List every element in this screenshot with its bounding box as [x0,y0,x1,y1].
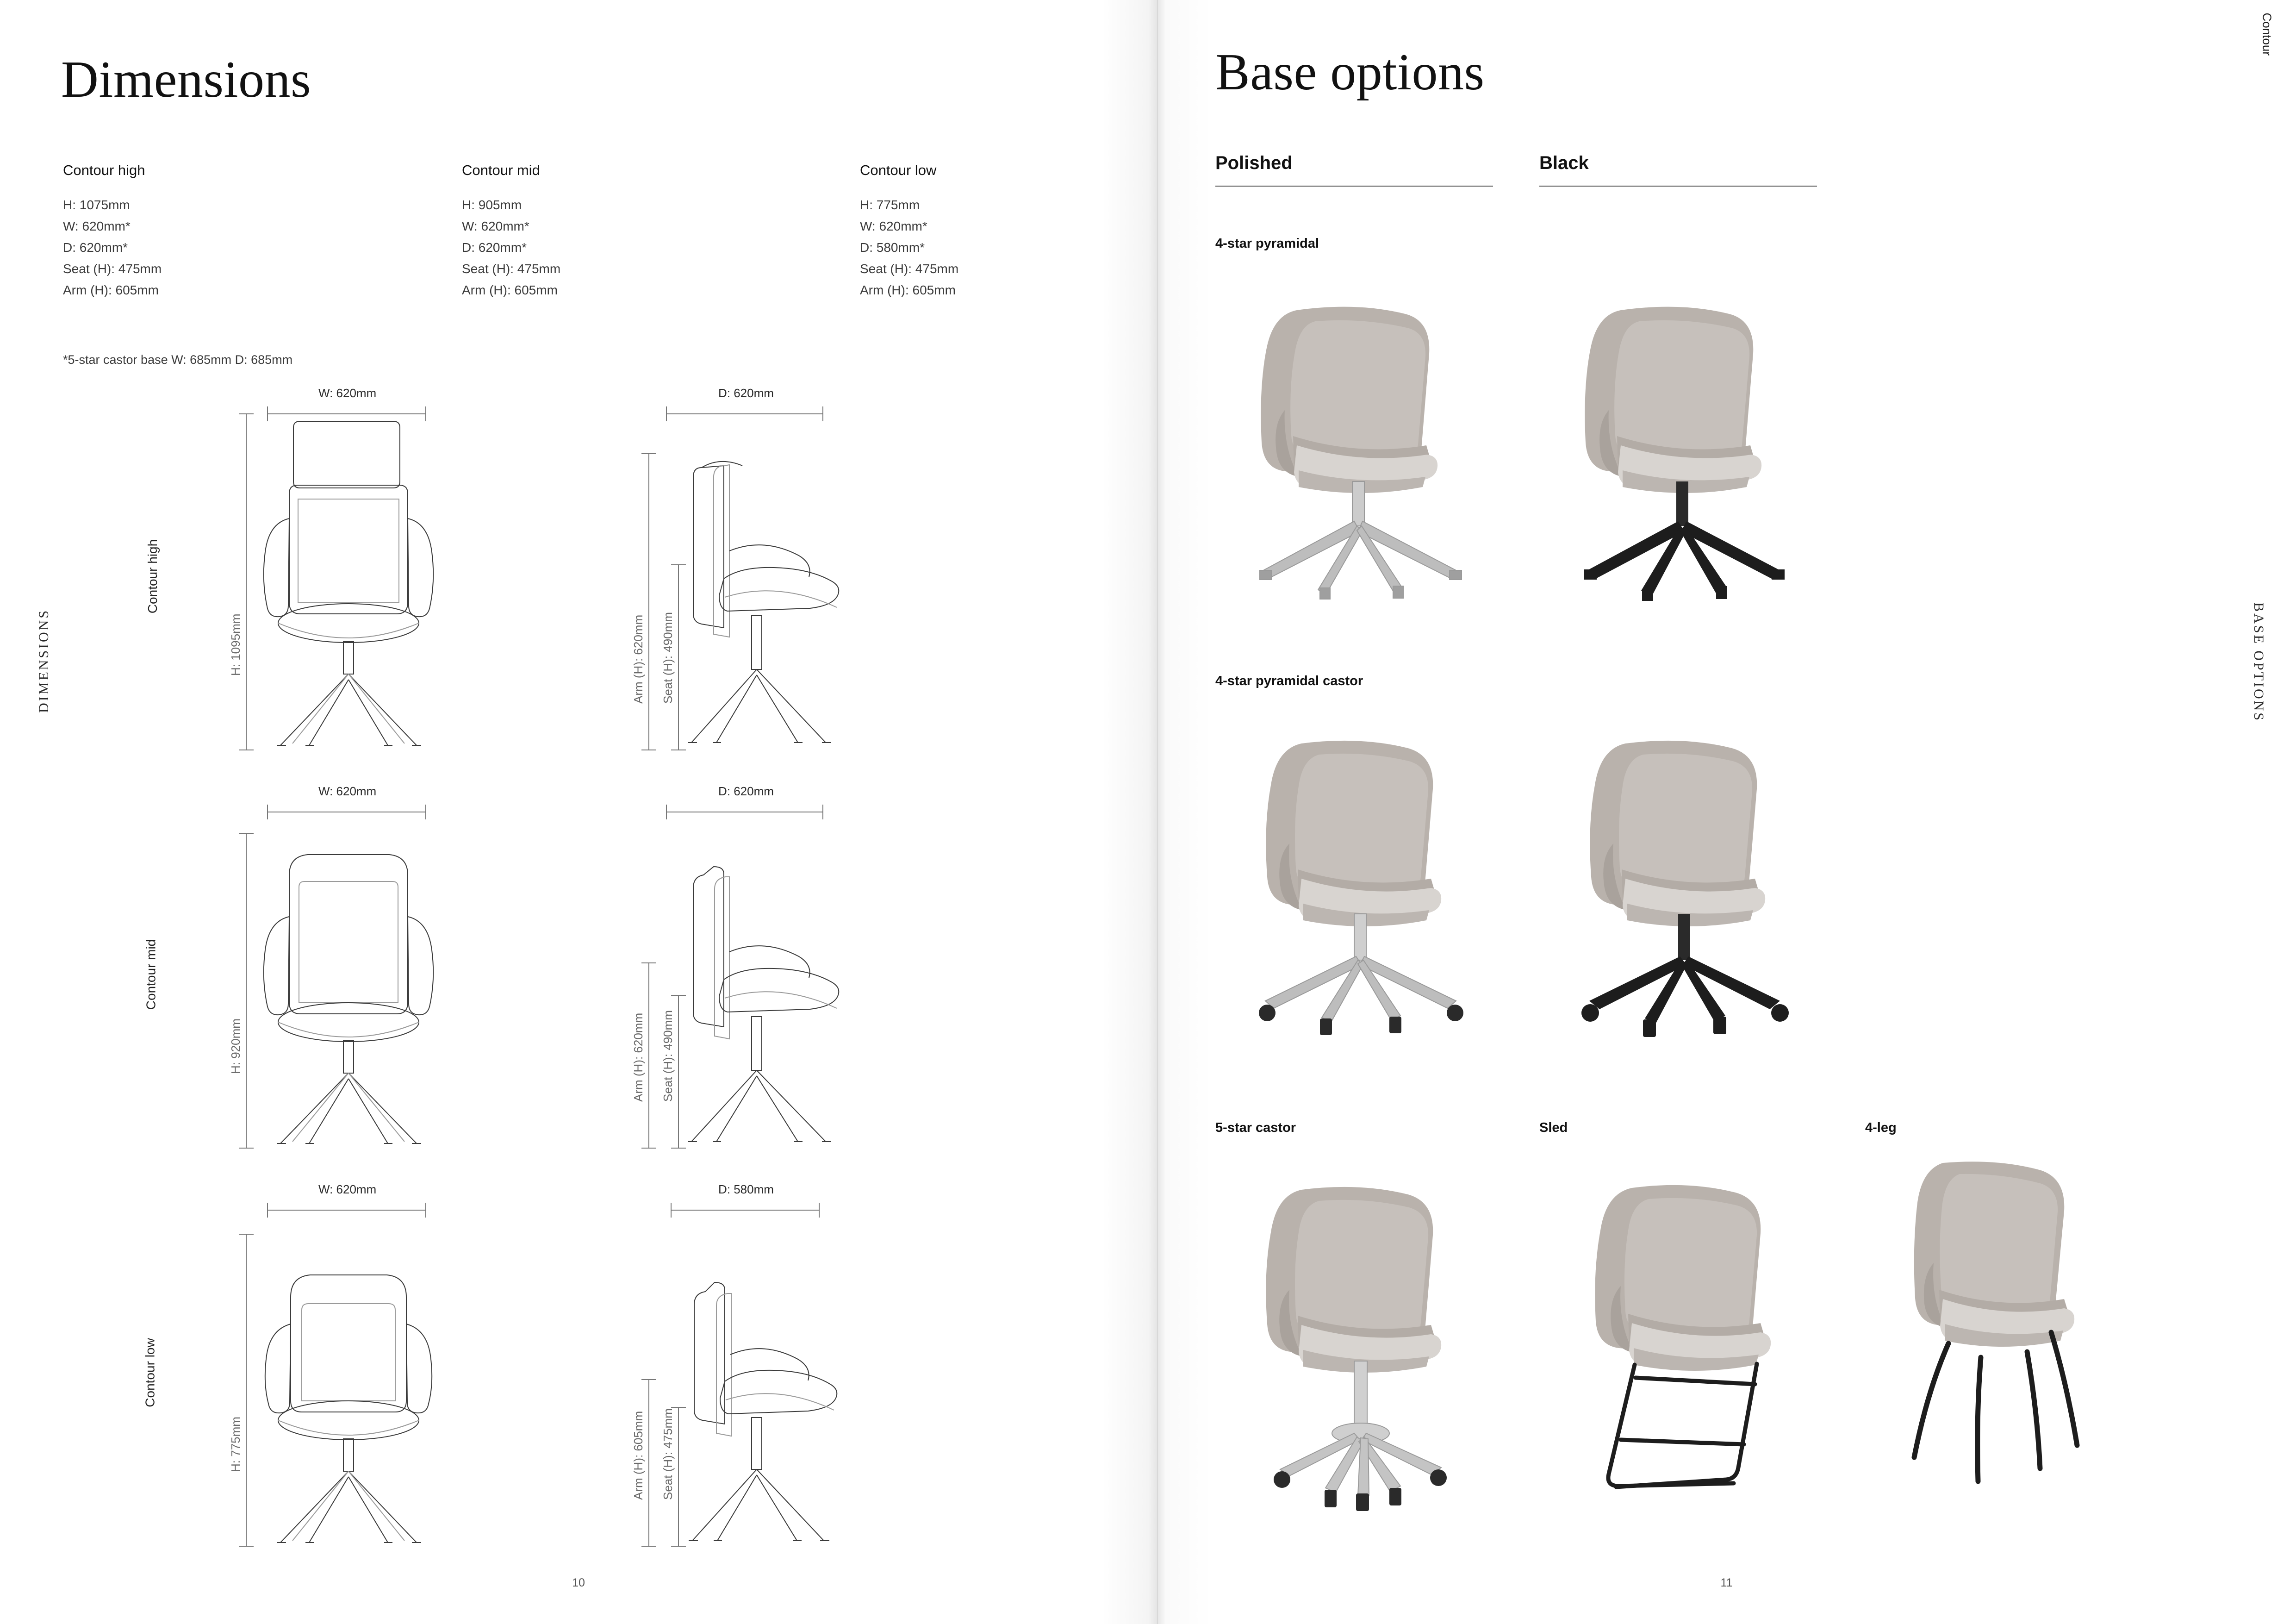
chair-body [1914,1162,2074,1347]
front-view-contour-high [194,380,555,773]
drawing-row-label-text: Contour high [145,539,160,614]
spread-center-fold [1157,0,1158,1624]
chair-body [1266,1187,1441,1373]
chair-body [1585,307,1761,493]
base-black [1584,481,1785,601]
group-label-4-star-pyramidal: 4-star pyramidal [1215,236,1319,251]
chair-body [1266,741,1441,926]
spec-title: Contour mid [462,162,540,178]
height-label: H: 1095mm [229,613,243,676]
spec-column-contour-low [860,162,958,301]
right-page [1157,0,2296,1624]
chair-body [1595,1185,1771,1371]
spec-line: Seat (H): 475mm [860,262,959,276]
seat-height-label: Seat (H): 490mm [661,612,675,704]
spec-title: Contour low [860,162,937,178]
group-label-4-star-pyramidal-castor: 4-star pyramidal castor [1215,674,1363,688]
chapter-tab-label: Contour [2260,12,2274,56]
chair-body [1261,307,1437,493]
chair-4-leg [1864,1130,2123,1518]
spec-line: D: 620mm* [63,240,128,255]
height-label: H: 920mm [229,1018,243,1074]
column-header-polished: Polished [1215,153,1493,187]
spec-line: Seat (H): 475mm [63,262,162,276]
depth-label: D: 580mm [718,1182,774,1196]
spec-line: Arm (H): 605mm [860,283,956,297]
spec-line: Seat (H): 475mm [462,262,561,276]
spec-line: Arm (H): 605mm [462,283,558,297]
chair-4-star-pyramidal-castor-polished [1215,699,1502,1042]
height-label: H: 775mm [229,1417,243,1472]
chair-sled [1539,1143,1826,1523]
drawing-row-label [116,1176,185,1569]
drawing-row-label [116,380,190,773]
spec-line: D: 620mm* [462,240,527,255]
column-header-black: Black [1539,153,1817,187]
depth-label: D: 620mm [718,784,774,798]
spec-line: W: 620mm* [462,219,529,233]
spec-line: Arm (H): 605mm [63,283,159,297]
seat-height-label: Seat (H): 490mm [661,1010,675,1102]
drawing-row-label-text: Contour mid [143,939,158,1010]
base-polished [1260,481,1462,599]
chair-4-star-pyramidal-castor-black [1539,699,1826,1042]
group-label-sled: Sled [1539,1120,1568,1135]
arm-height-label: Arm (H): 620mm [631,1012,645,1102]
group-label-5-star-castor: 5-star castor [1215,1120,1296,1135]
front-view-contour-mid [194,778,555,1171]
dimensions-footnote: *5-star castor base W: 685mm D: 685mm [63,353,293,367]
page-number-right: 11 [1720,1576,1733,1589]
width-label: W: 620mm [318,1182,377,1196]
base-black-castor [1581,914,1789,1037]
drawing-row-label-text: Contour low [143,1338,157,1407]
seat-height-label: Seat (H): 475mm [661,1408,675,1500]
left-page-side-label: DIMENSIONS [36,608,51,713]
spec-line: D: 580mm* [860,240,925,255]
castor-wheels [1259,1005,1463,1035]
page-title-dimensions: Dimensions [61,51,311,108]
spec-line: H: 775mm [860,198,920,212]
spec-column-contour-mid [462,162,560,301]
side-view-contour-high [592,380,953,773]
base-sled [1608,1364,1757,1487]
drawing-row-label [116,778,187,1171]
spec-column-contour-high [63,162,162,301]
spec-line: W: 620mm* [63,219,131,233]
base-polished-castor [1265,914,1456,1022]
spec-title: Contour high [63,162,145,178]
side-view-contour-mid [592,778,953,1171]
page-title-base-options: Base options [1215,44,1485,101]
group-label-4-leg: 4-leg [1865,1120,1897,1135]
front-view-contour-low [194,1176,555,1569]
technical-drawings-grid [0,380,1157,1565]
chair-4-star-pyramidal-black [1539,264,1826,616]
right-page-side-label: BASE OPTIONS [2251,602,2266,722]
chair-4-star-pyramidal-polished [1215,264,1502,616]
drawing-row-contour-high [0,380,1157,773]
spec-list [63,194,162,301]
drawing-row-contour-mid [0,778,1157,1171]
page-number-left: 10 [572,1576,585,1589]
spec-list [860,194,958,301]
chair-5-star-castor [1215,1143,1502,1523]
spec-list [462,194,560,301]
drawing-row-contour-low [0,1176,1157,1569]
width-label: W: 620mm [318,386,377,400]
spec-line: H: 1075mm [63,198,130,212]
width-label: W: 620mm [318,784,377,798]
side-view-contour-low [592,1176,953,1569]
arm-height-label: Arm (H): 605mm [631,1411,645,1500]
base-4-leg [1914,1332,2077,1481]
depth-label: D: 620mm [718,386,774,400]
chair-body [1590,741,1765,926]
spec-line: H: 905mm [462,198,522,212]
spec-line: W: 620mm* [860,219,927,233]
arm-height-label: Arm (H): 620mm [631,614,645,704]
base-5-star-polished [1280,1361,1441,1495]
